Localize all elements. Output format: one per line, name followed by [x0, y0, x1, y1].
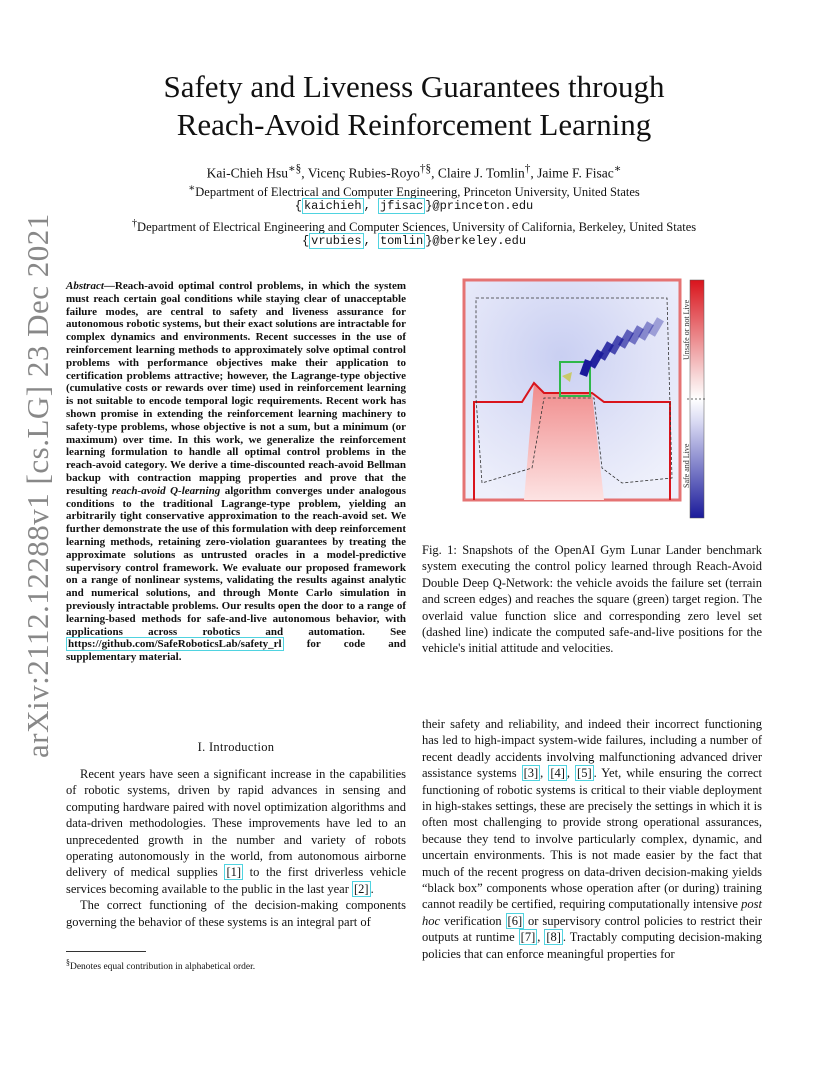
text-run: ,: [566, 766, 576, 781]
text-run: verification: [440, 913, 506, 928]
text-italic: post hoc: [422, 897, 762, 928]
text-run: Recent years have seen a significant increase in the capabilities of robotic systems, driven by rapid advances in sensing and computing hardware paired with novel optimization algorithms and data-driven methodologies. These improvements have led to an unprecedented growth in the number and variety of robots operating autonomously in the world, from autonomous airborne delivery of medical supplies: [66, 767, 406, 880]
citation-link[interactable]: [8]: [546, 930, 561, 945]
email-link[interactable]: vrubies: [311, 234, 362, 248]
abstract-text: —Reach-avoid optimal control problems, in which the system must reach certain goal conditions while staying clear of unacceptable failure modes, are central to safety and liveness assurance for autonomous robotic systems, but their exact solutions are intractable for complex dynamics and environments. Recent successes in the use of reinforcement learning methods to approximately solve optimal control problems with performance objectives make their application to certification problems attractive; however, the Lagrange-type objective (cumulative costs or rewards over time) used in reinforcement learning is not suitable to encode temporal logic requirements. Recent work has shown promise in extending the reinforcement learning machinery to safety-type problems, whose objective is not a sum, but a minimum (or maximum) over time. In this work, we generalize the reinforcement learning formulation to handle all optimal control problems in the reach-avoid category. We derive a time-discounted reach-avoid Bellman backup with contraction mapping properties and prove that the resulting: [66, 280, 406, 497]
text-run: ,: [540, 766, 549, 781]
footnote-mark: §: [66, 958, 70, 967]
figure-caption: Fig. 1: Snapshots of the OpenAI Gym Lunar Lander benchmark system executing the control policy learned through Reach-Avoid Double Deep Q-Network: the vehicle avoids the failure set (terrain and screen edges) and reaches the square (green) target region. The overlaid value function slice and corresponding zero level set (dashed line) indicate the computed safe-and-live positions for the vehicle's initial attitude and velocities.: [422, 543, 762, 656]
footnote-text: Denotes equal contribution in alphabetical order.: [69, 962, 256, 973]
author-name: , Claire J. Tomlin: [431, 165, 525, 181]
citation-link[interactable]: [7]: [520, 930, 536, 945]
citation-link[interactable]: [1]: [226, 865, 242, 880]
title-line-1: Safety and Liveness Guarantees through: [163, 69, 665, 104]
affiliation-mark: †: [131, 218, 138, 229]
citation-link[interactable]: [2]: [354, 881, 369, 896]
intro-text: [66, 766, 406, 930]
right-column-text: [422, 716, 762, 962]
arxiv-side-stamp: arXiv:2112.12288v1 [cs.LG] 23 Dec 2021: [20, 213, 55, 758]
abstract: [66, 280, 406, 664]
citation-link[interactable]: [3]: [523, 766, 539, 781]
abstract-italic: reach-avoid Q-learning: [111, 484, 221, 497]
affiliation-text: Department of Electrical Engineering and Computer Sciences, University of California, Berkeley, United States: [137, 220, 697, 235]
text-run: .: [370, 881, 374, 896]
text-run: or supervisory control policies to restrict their outputs at runtime: [422, 913, 762, 945]
email-berkeley: { vrubies , tomlin }@berkeley.edu: [301, 234, 527, 248]
text-run: . Tractably computing decision-making policies that can enforce meaningful properties for: [422, 930, 762, 961]
paragraph: [66, 766, 406, 897]
text-run: to the first driverless vehicle services becoming available to the public in the last year: [66, 865, 406, 896]
citation-link[interactable]: [6]: [507, 913, 523, 928]
abstract-text: for code and supplementary material.: [66, 638, 406, 664]
footnote: [66, 958, 406, 972]
email-princeton: { kaichieh , jfisac }@princeton.edu: [294, 199, 534, 213]
email-domain: @berkeley.edu: [432, 234, 527, 248]
author-name: , Jaime F. Fisac: [530, 165, 614, 181]
code-link[interactable]: https://github.com/SafeRoboticsLab/safety_rl: [68, 638, 282, 651]
title-line-2: Reach-Avoid Reinforcement Learning: [176, 107, 652, 142]
author-mark: †: [524, 163, 531, 175]
text-run: their safety and reliability, and indeed their incorrect functioning has led to high-impact system-wide failures, including a number of recent deadly accidents involving malfunctioning advanced driver assistance systems: [422, 717, 762, 781]
affiliation-text: Department of Electrical and Computer Engineering, Princeton University, United States: [195, 185, 640, 200]
text-run: . Yet, while ensuring the correct functioning of robotic systems is critical to their viable deployment in high-stakes settings, these are precisely the settings in which it is often most challenging to provide strong operational assurances, because they tend to involve particularly complex, dynamic, and uncertain environments. This is not made easier by the fact that much of the recent progress on data-driven decision-making yields “black box” components whose operation after (or during) training cannot readily be certified, requiring computationally intensive: [422, 766, 763, 912]
affiliation-mark: ∗: [188, 183, 196, 194]
figure-lunar-lander: [462, 278, 712, 523]
citation-link[interactable]: [5]: [577, 766, 592, 781]
paper-title: [100, 68, 728, 144]
author-name: , Vicenç Rubies-Royo: [301, 165, 420, 181]
colorbar-bottom-label: Safe and Live: [682, 443, 691, 488]
abstract-text: algorithm converges under analogous conditions to the traditional Lagrange-type problem, yielding an arbitrarily tight conservative approximation to the reach-avoid set. We further demonstrate the use of this formulation with deep reinforcement learning methods, retaining zero-violation guarantees by treating the approximate solutions as untrusted oracles in a model-predictive supervisory control framework. We evaluate our proposed framework on a range of nonlinear systems, validating the results against analytic and numerical solutions, and through Monte Carlo simulation in previously intractable problems. Our results open the door to a range of learning-based methods for safe-and-live autonomous behavior, with applications across robotics and automation. See: [66, 484, 407, 638]
email-link[interactable]: tomlin: [379, 234, 424, 248]
author-mark: ∗: [613, 163, 622, 175]
terrain-failure-set: [524, 383, 604, 500]
email-domain: @princeton.edu: [432, 199, 534, 213]
email-link[interactable]: jfisac: [379, 199, 424, 213]
paragraph: The correct functioning of the decision-making components governing the behavior of these systems is an integral part of: [66, 898, 406, 929]
colorbar-top-label: Unsafe or not Live: [682, 299, 691, 360]
figure-graphic: [462, 278, 712, 523]
section-heading: I. Introduction: [197, 740, 275, 754]
author-list: [100, 162, 728, 182]
footnote-rule: [66, 951, 146, 952]
citation-link[interactable]: [4]: [550, 766, 565, 781]
email-link[interactable]: kaichieh: [303, 199, 362, 213]
author-mark: ∗§: [288, 163, 302, 175]
abstract-label: Abstract: [66, 280, 104, 292]
author-name: Kai-Chieh Hsu: [206, 165, 289, 181]
text-run: ,: [537, 930, 545, 945]
author-mark: †§: [419, 163, 432, 175]
